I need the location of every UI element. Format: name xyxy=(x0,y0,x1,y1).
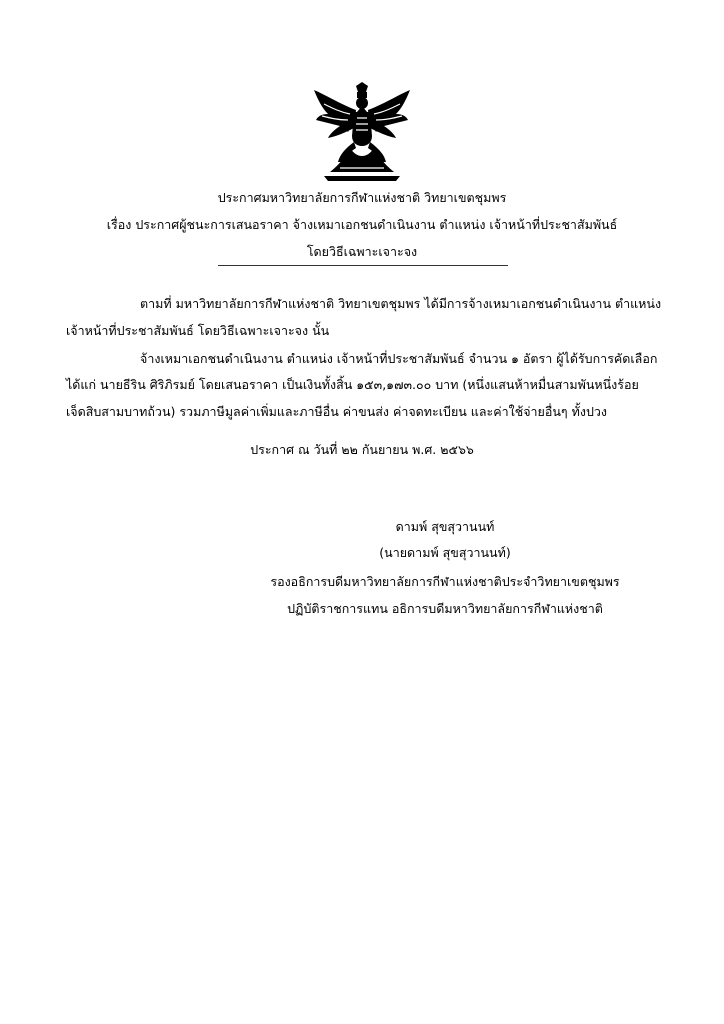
paragraph2-line2: ได้แก่ นายธีริน ศิริภิรมย์ โดยเสนอราคา เป็นเงินทั้งสิ้น ๑๕๓,๑๗๓.๐๐ บาท (หนึ่งแสนห้าหมื่นสามพันหนึ่งร้อย xyxy=(66,377,639,392)
signatory-position: รองอธิการบดีมหาวิทยาลัยการกีฬาแห่งชาติประจำวิทยาเขตชุมพร xyxy=(270,574,620,589)
procurement-method: โดยวิธีเฉพาะเจาะจง xyxy=(306,244,418,259)
paragraph1-line2: เจ้าหน้าที่ประชาสัมพันธ์ โดยวิธีเฉพาะเจาะจง นั้น xyxy=(66,323,330,338)
paragraph2-line3: เจ็ดสิบสามบาทถ้วน) รวมภาษีมูลค่าเพิ่มและภาษีอื่น ค่าขนส่ง ค่าจดทะเบียน และค่าใช้จ่ายอื่นๆ ทั้งปวง xyxy=(66,404,608,419)
signatory-acting-position: ปฏิบัติราชการแทน อธิการบดีมหาวิทยาลัยการกีฬาแห่งชาติ xyxy=(287,601,603,616)
announcement-date: ประกาศ ณ วันที่ ๒๒ กันยายน พ.ศ. ๒๕๖๖ xyxy=(250,442,474,457)
paragraph1-line1: ตามที่ มหาวิทยาลัยการกีฬาแห่งชาติ วิทยาเขตชุมพร ได้มีการจ้างเหมาเอกชนดำเนินงาน ตำแหน่ง xyxy=(140,296,662,311)
signature: ดามพ์ สุขสุวานนท์ xyxy=(395,519,495,534)
announcement-title: ประกาศมหาวิทยาลัยการกีฬาแห่งชาติ วิทยาเขตชุมพร xyxy=(217,190,507,205)
announcement-subject: เรื่อง ประกาศผู้ชนะการเสนอราคา จ้างเหมาเอกชนดำเนินงาน ตำแหน่ง เจ้าหน้าที่ประชาสัมพันธ์ xyxy=(106,217,618,232)
paragraph2-line1: จ้างเหมาเอกชนดำเนินงาน ตำแหน่ง เจ้าหน้าที่ประชาสัมพันธ์ จำนวน ๑ อัตรา ผู้ได้รับการคัดเลือก xyxy=(140,351,658,366)
signatory-name: (นายดามพ์ สุขสุวานนท์) xyxy=(379,545,511,560)
garuda-emblem-icon xyxy=(310,82,414,182)
header-divider xyxy=(218,265,508,266)
